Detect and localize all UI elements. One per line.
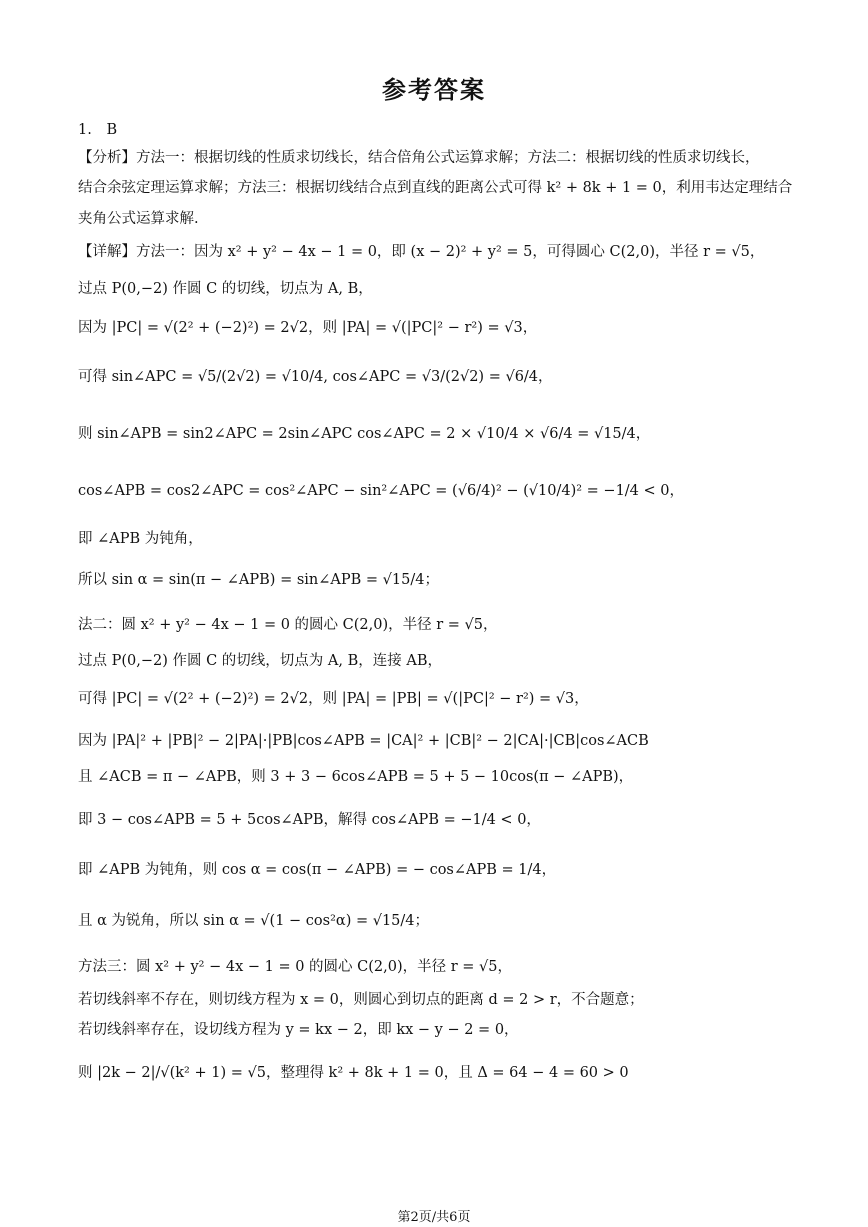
question-number-line [78,120,117,140]
page-footer: 第2页/共6页 [397,1210,471,1225]
analysis-line-1: 【分析】方法一：根据切线的性质求切线长，结合倍角公式运算求解；方法二：根据切线的性质求切线长， [78,150,760,166]
analysis-line-2: 结合余弦定理运算求解；方法三：根据切线结合点到直线的距离公式可得 k² + 8k + 1 = 0，利用韦达定理结合 [78,180,793,196]
method3-line-2: 若切线斜率不存在，则切线方程为 x = 0，则圆心到切点的距离 d = 2 > r，不合题意； [78,992,644,1008]
method2-line-7: 即 ∠APB 为钝角，则 cos α = cos(π − ∠APB) = − cos∠APB = 1/4， [78,862,557,878]
method3-line-1: 方法三：圆 x² + y² − 4x − 1 = 0 的圆心 C(2,0)，半径 r = √5， [78,959,512,975]
question-answer: B [106,122,118,138]
method2-line-2: 过点 P(0,−2) 作圆 C 的切线，切点为 A, B，连接 AB， [78,653,442,669]
analysis-line-3: 夹角公式运算求解. [78,211,199,227]
method3-line-3: 若切线斜率存在，设切线方程为 y = kx − 2，即 kx − y − 2 = 0， [78,1022,519,1038]
detail-line-7: 即 ∠APB 为钝角， [78,531,203,547]
detail-line-4: 可得 sin∠APC = √5/(2√2) = √10/4, cos∠APC = √3/(2√2) = √6/4， [78,369,553,385]
detail-line-2: 过点 P(0,−2) 作圆 C 的切线，切点为 A, B， [78,281,373,297]
method2-line-5: 且 ∠ACB = π − ∠APB，则 3 + 3 − 6cos∠APB = 5 + 5 − 10cos(π − ∠APB)， [78,769,634,785]
page-title: 参考答案 [382,76,486,104]
method2-line-6: 即 3 − cos∠APB = 5 + 5cos∠APB，解得 cos∠APB = −1/4 < 0， [78,812,541,828]
method2-line-3: 可得 |PC| = √(2² + (−2)²) = 2√2，则 |PA| = |PB| = √(|PC|² − r²) = √3， [78,691,589,707]
method2-line-8: 且 α 为锐角，所以 sin α = √(1 − cos²α) = √15/4； [78,913,430,929]
detail-line-3: 因为 |PC| = √(2² + (−2)²) = 2√2，则 |PA| = √(|PC|² − r²) = √3， [78,320,538,336]
question-number: 1. [78,122,92,138]
method3-line-4: 则 |2k − 2|/√(k² + 1) = √5，整理得 k² + 8k + 1 = 0，且 Δ = 64 − 4 = 60 > 0 [78,1065,629,1081]
detail-line-8: 所以 sin α = sin(π − ∠APB) = sin∠APB = √15/4； [78,572,439,588]
method2-line-4: 因为 |PA|² + |PB|² − 2|PA|·|PB|cos∠APB = |CA|² + |CB|² − 2|CA|·|CB|cos∠ACB [78,733,649,749]
method2-line-1: 法二：圆 x² + y² − 4x − 1 = 0 的圆心 C(2,0)，半径 r = √5， [78,617,498,633]
detail-line-5: 则 sin∠APB = sin2∠APC = 2sin∠APC cos∠APC = 2 × √10/4 × √6/4 = √15/4， [78,426,651,442]
detail-line-6: cos∠APB = cos2∠APC = cos²∠APC − sin²∠APC = (√6/4)² − (√10/4)² = −1/4 < 0， [78,483,685,499]
detail-line-1: 【详解】方法一：因为 x² + y² − 4x − 1 = 0，即 (x − 2)² + y² = 5，可得圆心 C(2,0)，半径 r = √5， [78,244,765,260]
